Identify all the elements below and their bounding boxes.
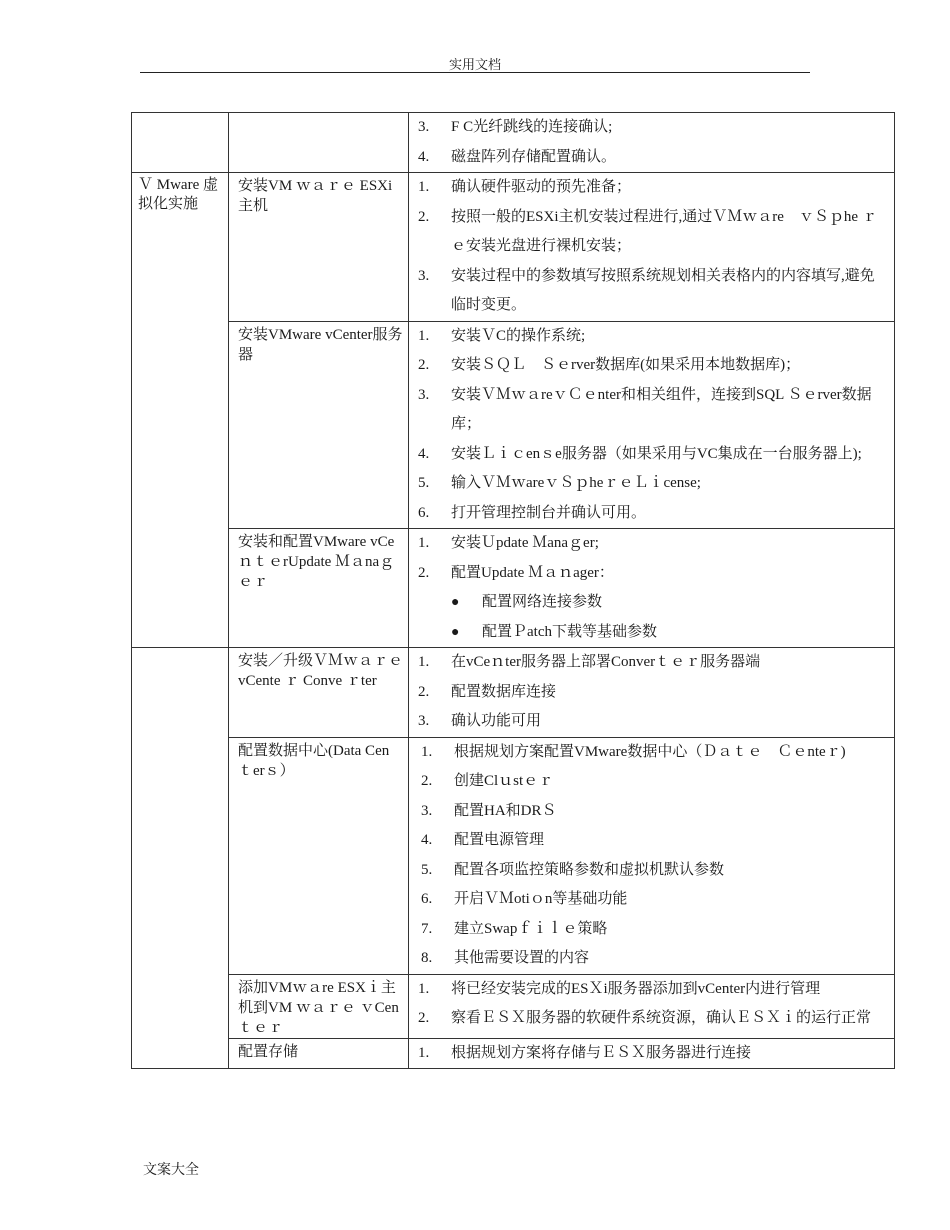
item-number: 3. [418,713,430,729]
list-item [409,499,894,529]
item-number: 1. [418,1044,430,1061]
item-number: 3. [418,119,430,135]
list-item [409,440,894,470]
steps-cell [409,321,895,529]
item-text: 配置数据库连接 [451,683,557,700]
item-number: 1. [418,179,430,195]
table-row [132,737,895,974]
item-text: 其他需要设置的内容 [454,950,590,966]
list-item [409,143,894,173]
item-text: 配置各项监控策略参数和虚拟机默认参数 [454,861,725,878]
task-cell: 安装／升级ＶＭｗａｒｅvCente ｒ Conve ｒter [229,648,409,738]
item-number: 4. [418,445,430,462]
list-item [409,944,894,974]
item-number: 2. [418,357,430,373]
item-number: 6. [421,891,433,907]
item-text: 确认功能可用 [451,713,542,729]
list-item [409,173,894,203]
item-number: 1. [418,535,430,551]
list-item [409,826,894,856]
item-text: 建立Swapｆｉｌｅ策略 [454,920,608,937]
steps-list [409,648,894,737]
item-text: 开启ＶＭotiｏn等基础功能 [454,891,628,907]
steps-cell [409,113,895,173]
task-cell: 安装VM ｗａｒｅ ESXi主机 [229,173,409,322]
item-number: 1. [418,980,430,997]
item-text: 创建Clｕstｅｒ [454,773,554,789]
list-item [409,797,894,827]
list-item [409,262,894,321]
list-item [409,1039,894,1069]
list-item [409,678,894,708]
list-item [409,885,894,915]
phase-cell: Ｖ Mware 虚拟化实施 [132,173,229,648]
item-number: 4. [418,148,430,165]
list-item [409,738,894,768]
item-number: 3. [421,802,433,819]
list-item [409,322,894,352]
bullet-icon: ● [451,595,460,610]
steps-cell [409,737,895,974]
item-text: 配置HA和DRＳ [454,802,557,819]
phase-cell [132,648,229,1069]
item-number: 3. [418,386,430,403]
steps-cell [409,974,895,1038]
steps-cell [409,173,895,322]
item-number: 2. [418,1010,430,1026]
steps-cell [409,1038,895,1069]
item-number: 2. [418,564,430,581]
item-text: 磁盘阵列存储配置确认。 [451,148,617,165]
steps-list [409,322,894,529]
table-row [132,321,895,529]
table-row [132,529,895,648]
steps-list [409,529,894,647]
item-text: 配置Update Ｍａｎager： [451,564,614,581]
steps-list [409,173,894,321]
steps-list [409,1039,894,1069]
phase-cell [132,113,229,173]
header-divider [140,72,810,73]
item-text: 在vCeｎter服务器上部署Converｔｅｒ服务器端 [451,654,761,670]
item-text: 将已经安装完成的ESＸi服务器添加到vCenter内进行管理 [451,980,821,997]
item-text: 察看ＥＳＸ服务器的软硬件系统资源，确认ＥＳＸｉ的运行正常 [451,1010,872,1026]
list-item [409,767,894,797]
task-cell: 安装和配置VMware vCeｎｔｅrUpdate Ｍａnaｇｅｒ [229,529,409,648]
bullet-icon: ● [451,624,460,640]
item-text: 安装Ｕpdate Ｍanaｇer; [451,535,599,551]
list-item [409,648,894,678]
item-number: 1. [421,743,433,760]
item-text: 输入ＶＭｗareｖＳｐheｒｅＬｉcense; [451,475,701,491]
item-text: 打开管理控制台并确认可用。 [451,504,647,521]
bullet-item [409,588,894,618]
task-cell: 配置存储 [229,1038,409,1069]
list-item [409,469,894,499]
table-row [132,648,895,738]
item-text: 安装过程中的参数填写按照系统规划相关表格内的内容填写,避免临时变更。 [451,267,875,313]
item-text: 配置电源管理 [454,832,545,848]
item-text: 根据规划方案将存储与ＥＳＸ服务器进行连接 [451,1044,752,1061]
task-cell: 安装VMware vCenter服务器 [229,321,409,529]
table-row [132,173,895,322]
item-number: 6. [418,504,430,521]
steps-list [409,113,894,172]
page-footer: 文案大全 [143,1163,199,1178]
steps-list [409,975,894,1034]
list-item [409,113,894,143]
implementation-table [131,112,895,1069]
item-text: 安装ＶＭｗａreｖＣｅnter和相关组件，连接到SQL Ｓｅrver数据库； [451,386,872,432]
bullet-item [409,618,894,648]
list-item [409,351,894,381]
task-cell: 添加VMｗａre ESXｉ主机到VM ｗａｒｅ ｖCenｔｅｒ [229,974,409,1038]
page-header: 实用文档 [448,57,501,72]
task-cell [229,113,409,173]
list-item [409,915,894,945]
item-number: 8. [421,950,433,966]
item-number: 5. [421,861,433,878]
item-text: 安装ＶC的操作系统; [451,327,586,344]
steps-cell [409,648,895,738]
list-item [409,381,894,440]
item-number: 2. [418,208,430,225]
list-item [409,856,894,886]
item-number: 1. [418,327,430,344]
list-item [409,559,894,589]
table-row [132,1038,895,1069]
list-item [409,529,894,559]
list-item [409,1004,894,1034]
item-text: 按照一般的ESXi主机安装过程进行,通过ＶＭｗａre ｖＳｐhe ｒｅ安装光盘进行裸机安装； [451,208,877,254]
item-text: 配置Ｐatch下载等基础参数 [482,623,657,640]
item-text: 安装Ｌｉｃenｓe服务器（如果采用与VC集成在一台服务器上); [451,445,862,462]
task-cell: 配置数据中心(Data Cenｔerｓ） [229,737,409,974]
item-text: 配置网络连接参数 [482,594,603,610]
table-row [132,113,895,173]
item-number: 7. [421,920,433,937]
item-number: 2. [418,683,430,700]
item-text: 确认硬件驱动的预先准备； [451,179,632,195]
item-text: F C光纤跳线的连接确认; [451,119,613,135]
list-item [409,707,894,737]
list-item [409,975,894,1005]
item-number: 1. [418,654,430,670]
item-number: 4. [421,832,433,848]
steps-cell [409,529,895,648]
list-item [409,203,894,262]
item-text: 安装ＳＱＬ Ｓｅrver数据库(如果采用本地数据库)； [451,357,801,373]
steps-list [409,738,894,974]
item-number: 5. [418,475,430,491]
item-number: 2. [421,773,433,789]
item-number: 3. [418,267,430,284]
item-text: 根据规划方案配置VMware数据中心（Ｄａｔｅ Ｃｅnteｒ) [454,743,846,760]
table-row [132,974,895,1038]
